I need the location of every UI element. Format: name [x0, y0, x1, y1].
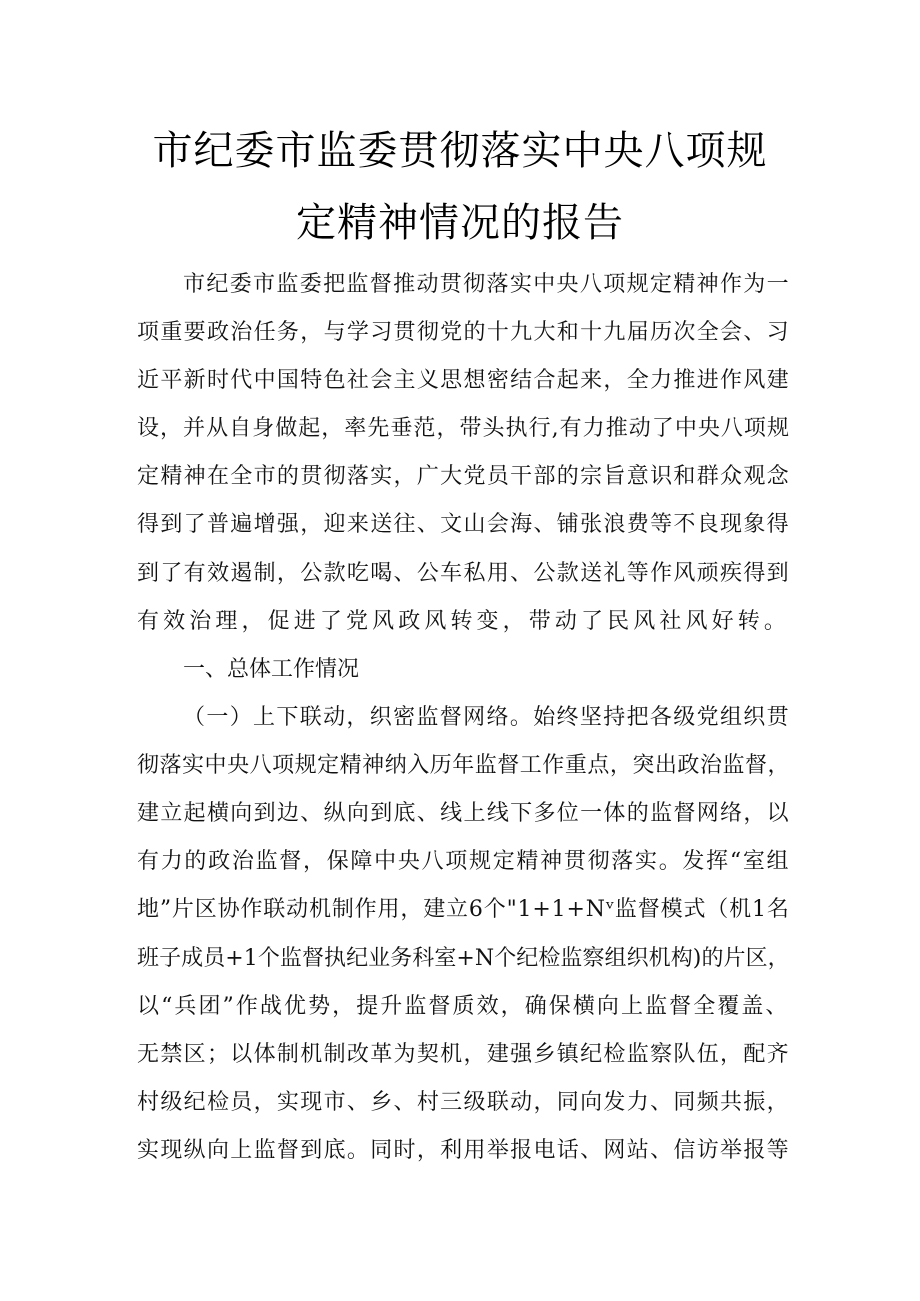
paragraph-line: 定精神在全市的贯彻落实，广大党员干部的宗旨意识和群众观念	[137, 464, 791, 489]
paragraph-line: 得到了普遍增强，迎来送往、文山会海、铺张浪费等不良现象得	[137, 512, 791, 537]
paragraph-line: 近平新时代中国特色社会主义思想密结合起来，全力推进作风建	[137, 368, 791, 393]
paragraph-line: 无禁区；以体制机制改革为契机，建强乡镇纪检监察队伍，配齐	[137, 1042, 791, 1067]
paragraph-line: 项重要政治任务，与学习贯彻党的十九大和十九届历次全会、习	[137, 320, 791, 345]
paragraph-line: 到了有效遏制，公款吃喝、公车私用、公款送礼等作风顽疾得到	[137, 561, 791, 586]
paragraph-line: 地”片区协作联动机制作用，建立6个"1+1+Nᵛ监督模式（机1名	[137, 897, 790, 922]
document-title-line-2: 定精神情况的报告	[296, 200, 624, 246]
paragraph-line: 市纪委市监委把监督推动贯彻落实中央八项规定精神作为一	[183, 272, 791, 297]
paragraph-line: （一）上下联动，织密监督网络。始终坚持把各级党组织贯	[183, 705, 791, 730]
paragraph-line: 建立起横向到边、纵向到底、线上线下多位一体的监督网络，以	[137, 801, 791, 826]
paragraph-line: 彻落实中央八项规定精神纳入历年监督工作重点，突出政治监督，	[137, 753, 791, 778]
paragraph-line: 以“兵团”作战优势，提升监督质效，确保横向上监督全覆盖、	[137, 994, 790, 1019]
paragraph-line: 村级纪检员，实现市、乡、村三级联动，同向发力、同频共振，	[137, 1090, 791, 1115]
section-heading: 一、总体工作情况	[183, 657, 360, 682]
paragraph-line: 实现纵向上监督到底。同时，利用举报电话、网站、信访举报等	[137, 1138, 791, 1163]
paragraph-line: 有力的政治监督，保障中央八项规定精神贯彻落实。发挥“室组	[137, 849, 791, 874]
paragraph-line: 班子成员+1个监督执纪业务科室+N个纪检监察组织机构)的片区，	[137, 946, 790, 971]
document-title-line-1: 市纪委市监委贯彻落实中央八项规	[152, 128, 768, 174]
paragraph-line: 有效治理，促进了党风政风转变，带动了民风社风好转。	[137, 609, 791, 634]
paragraph-line: 设，并从自身做起，率先垂范，带头执行,有力推动了中央八项规	[137, 416, 790, 441]
